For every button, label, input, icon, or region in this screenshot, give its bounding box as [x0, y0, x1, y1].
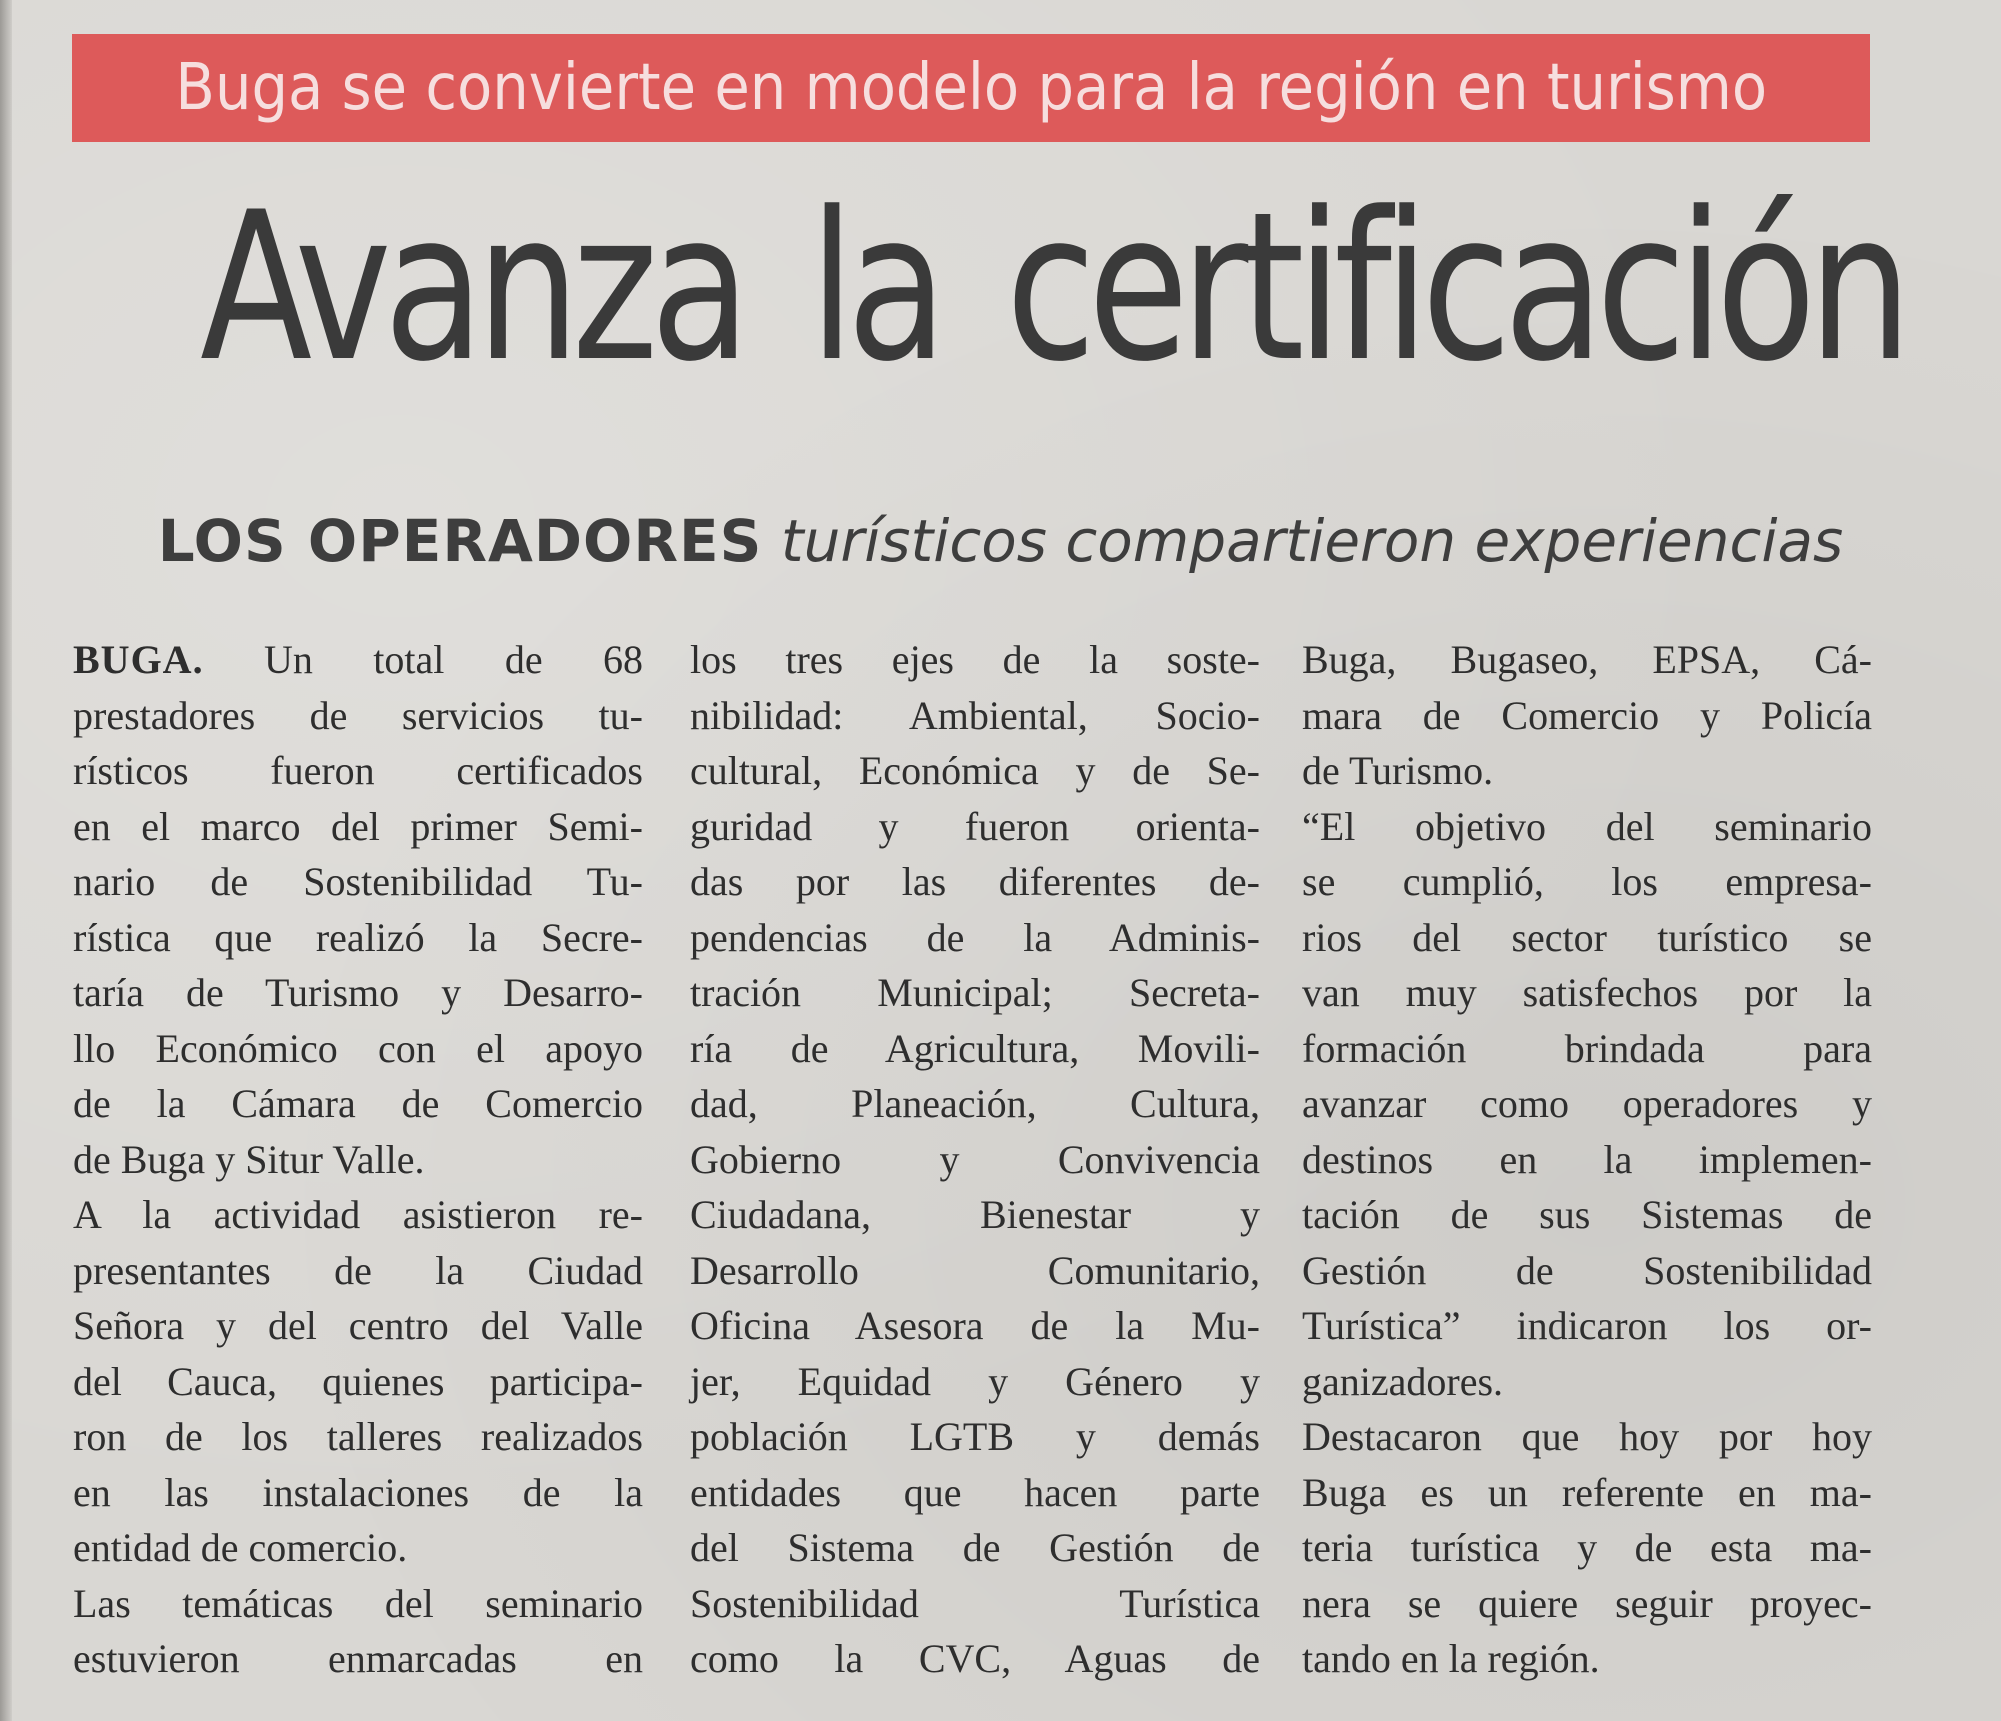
article-line: Destacaron que hoy por hoy: [1302, 1414, 1872, 1459]
article-line: del Cauca, quienes participa-: [73, 1358, 643, 1404]
article-line: ría de Agricultura, Movili-: [690, 1025, 1260, 1071]
article-line: llo Económico con el apoyo: [73, 1025, 643, 1071]
article-line: en las instalaciones de la: [73, 1469, 643, 1515]
article-line: nera se quiere seguir proyec-: [1302, 1580, 1872, 1626]
article-line: “El objetivo del seminario: [1302, 803, 1872, 849]
subhead-italic: turísticos compartieron experiencias: [780, 507, 1844, 575]
article-line: avanzar como operadores y: [1302, 1081, 1872, 1126]
article-line: jer, Equidad y Género y: [690, 1358, 1260, 1404]
article-line: mara de Comercio y Policía: [1302, 692, 1872, 738]
article-line: ganizadores.: [1302, 1358, 1504, 1404]
article-line: Ciudadana, Bienestar y: [690, 1192, 1260, 1237]
article-line: nario de Sostenibilidad Tu-: [73, 859, 643, 904]
article-line: Gobierno y Convivencia: [690, 1136, 1260, 1182]
article-line: tración Municipal; Secreta-: [690, 970, 1260, 1015]
article-line: Oficina Asesora de la Mu-: [690, 1303, 1260, 1348]
article-line: tando en la región.: [1302, 1636, 1600, 1681]
article-line: entidades que hacen parte: [690, 1469, 1260, 1515]
article-line: Turística” indicaron los or-: [1302, 1303, 1872, 1348]
article-line: van muy satisfechos por la: [1302, 970, 1872, 1015]
article-line: presentantes de la Ciudad: [73, 1247, 643, 1293]
article-line: teria turística y de esta ma-: [1302, 1525, 1872, 1570]
article-line: entidad de comercio.: [73, 1525, 408, 1570]
article-line: taría de Turismo y Desarro-: [73, 970, 643, 1015]
article-line: tación de sus Sistemas de: [1302, 1192, 1872, 1237]
article-line: Buga, Bugaseo, EPSA, Cá-: [1302, 637, 1872, 682]
article-line: de Buga y Situr Valle.: [73, 1136, 425, 1182]
article-line: población LGTB y demás: [690, 1414, 1260, 1459]
headline: Avanza la certificación: [200, 169, 1905, 407]
article-line: en el marco del primer Semi-: [73, 803, 643, 849]
article-line: se cumplió, los empresa-: [1302, 859, 1872, 904]
article-line: estuvieron enmarcadas en: [73, 1636, 643, 1681]
article-line: [73, 632, 643, 688]
article-line: rios del sector turístico se: [1302, 914, 1872, 960]
article-line: das por las diferentes de-: [690, 859, 1260, 904]
article-line: de la Cámara de Comercio: [73, 1081, 643, 1126]
article-line: del Sistema de Gestión de: [690, 1525, 1260, 1570]
dateline: BUGA.: [73, 637, 204, 682]
article-column-3: [1302, 632, 1872, 1687]
article-column-1: [73, 632, 643, 1687]
article-line: pendencias de la Adminis-: [690, 914, 1260, 960]
article-line: A la actividad asistieron re-: [73, 1192, 643, 1237]
article-line: prestadores de servicios tu-: [73, 692, 643, 738]
article-line: Buga es un referente en ma-: [1302, 1469, 1872, 1515]
article-line: ron de los talleres realizados: [73, 1414, 643, 1459]
article-line: Las temáticas del seminario: [73, 1580, 643, 1626]
article-line: Desarrollo Comunitario,: [690, 1247, 1260, 1293]
article-line: destinos en la implemen-: [1302, 1136, 1872, 1182]
article-line: de Turismo.: [1302, 748, 1494, 793]
subhead: [0, 506, 2001, 576]
article-line: Sostenibilidad Turística: [690, 1580, 1260, 1626]
article-line: cultural, Económica y de Se-: [690, 748, 1260, 793]
article-line: formación brindada para: [1302, 1025, 1872, 1071]
article-line: guridad y fueron orienta-: [690, 803, 1260, 849]
subhead-bold: LOS OPERADORES: [157, 507, 763, 575]
page-edge: [0, 0, 12, 1721]
kicker-text: Buga se convierte en modelo para la región en turismo: [175, 51, 1767, 125]
kicker-band: [72, 34, 1870, 142]
article-line-text: Un total de 68: [203, 637, 643, 682]
article-line: dad, Planeación, Cultura,: [690, 1081, 1260, 1126]
article-column-2: [690, 632, 1260, 1687]
article-line: Señora y del centro del Valle: [73, 1303, 643, 1348]
article-line: rísticos fueron certificados: [73, 748, 643, 793]
article-line: los tres ejes de la soste-: [690, 637, 1260, 682]
article-line: rística que realizó la Secre-: [73, 914, 643, 960]
article-line: nibilidad: Ambiental, Socio-: [690, 692, 1260, 738]
article-line: Gestión de Sostenibilidad: [1302, 1247, 1872, 1293]
article-line: como la CVC, Aguas de: [690, 1636, 1260, 1681]
